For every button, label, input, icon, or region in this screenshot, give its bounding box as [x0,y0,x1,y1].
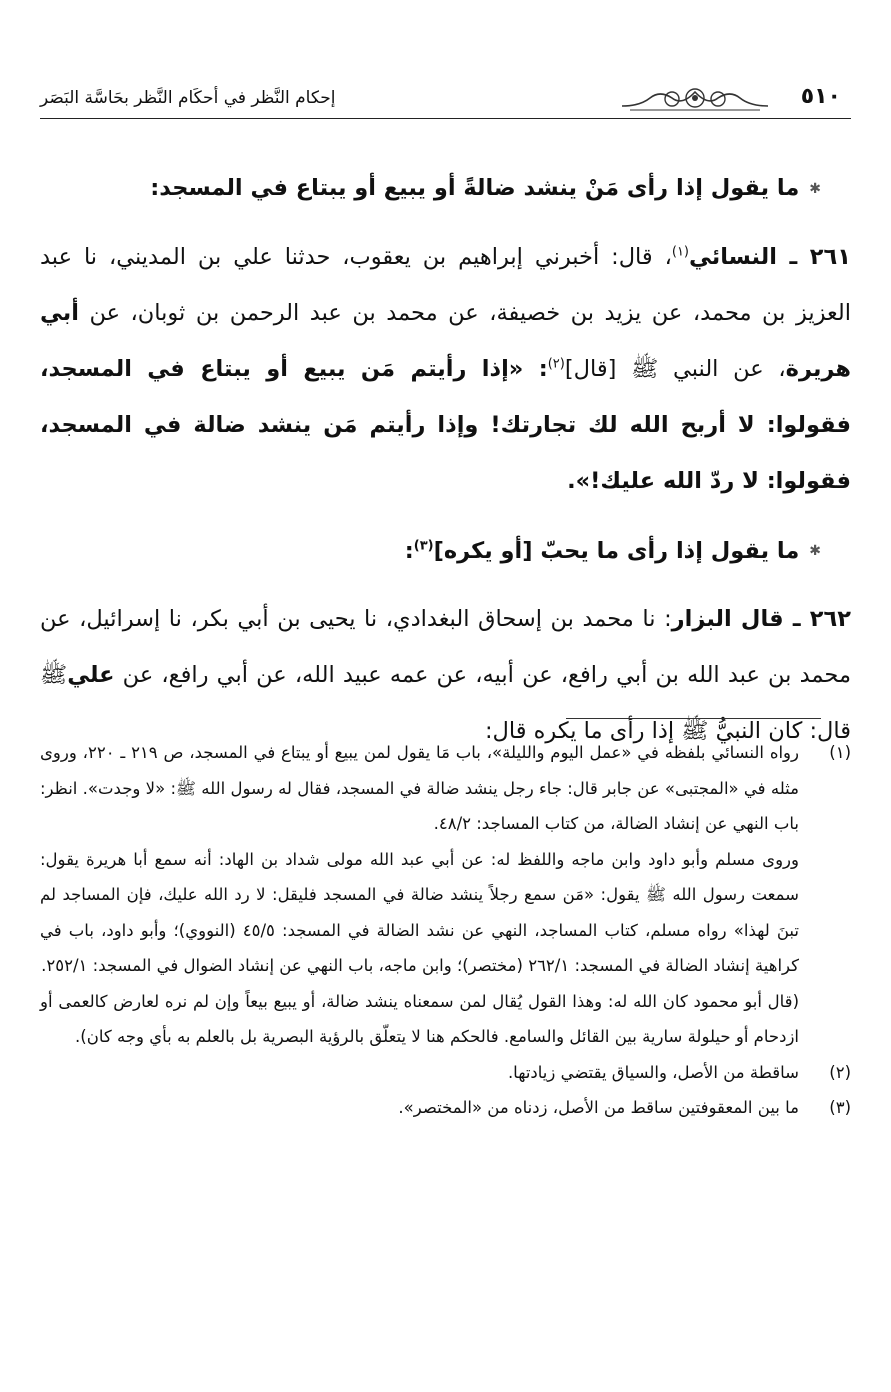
hadith-262 [40,591,851,759]
hadith-261 [40,229,851,509]
heading-colon: : [404,537,414,564]
heading-text: ما يقول إذا رأى ما يحبّ [أو يكره] [433,537,800,564]
isnad-text: : نا محمد بن إسحاق البغدادي، نا يحيى بن أبي بكر، نا إسرائيل، عن محمد بن عبد الله بن أبي رافع، عن أبيه، عن عمه عبيد الله، عن أبي رافع، عن [40,606,851,688]
isnad-text: ، عن النبي ﷺ [قال] [564,355,786,382]
footnote-number: (٣) [829,1098,851,1117]
narrator-name: علي [67,662,115,688]
isnad-text: ، قال: أخبرني إبراهيم بن يعقوب، حدثنا علي بن المديني، نا عبد العزيز بن محمد، عن يزيد بن خصيفة، عن محمد بن عبد الرحمن بن ثوبان، عن [40,243,851,326]
main-text [40,160,851,773]
footnote-text: (قال أبو محمود كان الله له: وهذا القول يُقال لمن سمعناه ينشد ضالة، أو يبيع بيعاً وإن لم نره لعارض كالعمى أو ازدحام أو حيلولة سارية بين القائل والسامع. فالحكم هنا لا يتعلّق بالرؤية البصرية بل بالعلم به بأي وجه كان). [40,991,799,1046]
footnote-text: رواه النسائي بلفظه في «عمل اليوم والليلة»، باب مَا يقول لمن يبيع أو يبتاع في المسجد، ص ٢١٩ ـ ٢٢٠، وروى مثله في «المجتبى» عن جابر قال: جاء رجل ينشد ضالة في المسجد، فقال له رسول الله ﷺ: «لا وجدت». انظر: باب النهي عن إنشاد الضالة، من كتاب المساجد: ٤٨/٢. [40,743,799,833]
footnote-text: ساقطة من الأصل، والسياق يقتضي زيادتها. [507,1062,799,1082]
hadith-number: ٢٦١ ـ النسائي [689,243,851,270]
hadith-matn: : «إذا رأيتم مَن يبيع أو يبتاع في المسجد، فقولوا: لا أربح الله لك تجارتك! وإذا رأيتم مَن ينشد ضالة في المسجد، فقولوا: لا ردّ الله عليك!». [40,355,851,494]
bullet-icon: ✱ [809,180,821,197]
bullet-icon: ✱ [809,543,821,559]
footnote-3 [40,1090,851,1126]
footnote-ref: (٢) [547,356,565,371]
footnote-ref: (٣) [413,538,434,553]
section-heading [40,160,821,217]
footnote-1 [40,735,851,1055]
narrator-name: أبي هريرة [40,299,851,382]
footnote-number: (٢) [829,1062,851,1082]
running-title: إحكام النَّظر في أحكَام النَّظر بحَاسَّة البَصَر [40,88,336,108]
footnote-2 [40,1055,851,1091]
footnotes [40,735,851,1126]
footnote-text: وروى مسلم وأبو داود وابن ماجه واللفظ له: عن أبي عبد الله مولى شداد بن الهاد: أنه سمع أبا هريرة يقول: سمعت رسول الله ﷺ يقول: «مَن سمع رجلاً ينشد ضالة في المسجد فليقل: لا رد الله عليك، فإن المساجد لم تبنَ لهذا» رواه مسلم، كتاب المساجد، النهي عن نشد الضالة في المسجد: ٤٥/٥ (النووي)؛ وأبو داود، باب في كراهية إنشاد الضالة في المسجد: ٢٦٢/١ (مختصر)؛ وابن ماجه، باب النهي عن إنشاد الضوال في المسجد: ٢٥٢/١. [40,849,799,975]
footnote-text: ما بين المعقوفتين ساقط من الأصل، زدناه من «المختصر». [398,1098,799,1117]
footnote-ref: (١) [671,244,689,259]
floral-ornament-icon [620,84,770,114]
footnote-separator [566,718,821,719]
isnad-text: ﷺ قال: كان النبيُّ ﷺ إذا رأى ما يكره قال: [40,662,851,744]
footnote-number: (١) [829,743,851,762]
section-heading [40,523,821,580]
page-number: ٥١٠ [800,84,841,109]
heading-text: ما يقول إذا رأى مَنْ ينشد ضالةً أو يبيع أو يبتاع في المسجد: [150,175,800,201]
hadith-number: ٢٦٢ ـ قال البزار [671,606,851,632]
running-header [40,70,851,119]
